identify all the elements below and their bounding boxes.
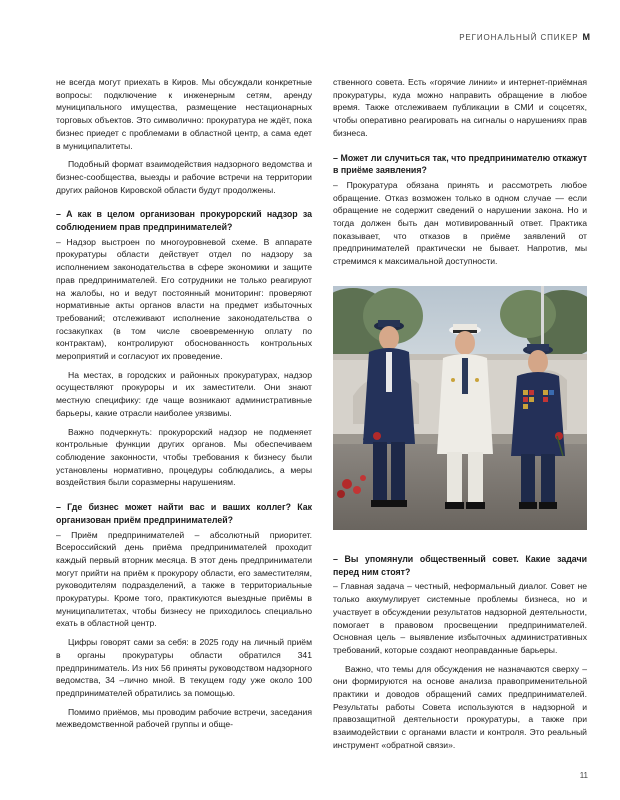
question-heading: – А как в целом организован прокурорский надзор за соблюдением прав предпринимателей? bbox=[56, 209, 312, 233]
paragraph: На местах, в городских и районных прокуратурах, надзор осуществляют прокуроры и их заместители. Они знают местную специфику: где чаще возникают административные барьеры, какие отрасли наиболее уязвимы. bbox=[56, 369, 312, 418]
paragraph: ственного совета. Есть «горячие линии» и интернет-приёмная прокуратуры, куда можно направить обращение в любое время. Также отслеживаем публикации в СМИ и соцсетях, чтобы оперативно реагировать на сигналы о нарушениях прав бизнеса. bbox=[333, 77, 587, 138]
photo-officials-memorial bbox=[333, 286, 587, 530]
paragraph: – Главная задача – честный, неформальный диалог. Совет не только аккумулирует системные проблемы бизнеса, но и участвует в обсуждении результатов надзорной деятельности, помогает в правовом просвещении предпринимателей. Основная цель – выявление избыточных административных требований, которые создают неоправданные барьеры. bbox=[333, 581, 587, 655]
paragraph: – Надзор выстроен по многоуровневой схеме. В аппарате прокуратуры области действует отдел по надзору за исполнением законодательства в сфере экономики и защите прав предпринимателей. Его сотрудники не только реагируют на жалобы, но и ведут постоянный мониторинг: проверяют нормативные акты органов власти на предмет избыточных требований; отслеживают исполнение законодательства о госзакупках (в том числе своевременную оплату по контрактам), контролируют обоснованность контрольных мероприятий и согласуют их проведение. bbox=[56, 236, 312, 362]
left-column bbox=[56, 76, 312, 731]
right-column-bottom bbox=[333, 553, 587, 752]
paragraph: Важно подчеркнуть: прокурорский надзор не подменяет контрольные функции других органов. Мы обеспечиваем соблюдение законности, чтобы требования к бизнесу были установлены нормативно, процедуры соблюдались, а меры воздействия были соразмерны нарушениям. bbox=[56, 426, 312, 488]
paragraph: не всегда могут приехать в Киров. Мы обсуждали конкретные вопросы: подключение к инженерным сетям, аренду муниципального имущества, размещение нестационарных торговых объектов. Это символично: прокуратура не ждёт, пока бизнес приедет с проблемами в областной центр, а сама едет в муниципалитеты. bbox=[56, 77, 312, 151]
paragraph: Подобный формат взаимодействия надзорного ведомства и бизнес-сообщества, выезды и рабочие встречи на территории других районов Кировской области будут продолжены. bbox=[56, 159, 312, 195]
paragraph: – Прокуратура обязана принять и рассмотреть любое обращение. Отказ возможен только в одном случае — если обращение не содержит сведений о нарушении закона. Но и тогда должен быть дан мотивированный ответ. Практика показывает, что отказов в приёме заявлений от предпринимателей практически не бывает. Напротив, мы стремимся к максимальной доступности. bbox=[333, 179, 587, 267]
right-column-top bbox=[333, 76, 587, 268]
question-heading: – Вы упомянули общественный совет. Какие задачи перед ним стоят? bbox=[333, 554, 587, 577]
paragraph: Важно, что темы для обсуждения не назначаются сверху – они формируются на основе анализа правоприменительной практики и доводов обращений самих предпринимателей. Результаты работы Совета используются в надзорной и правозащитной деятельности прокуратуры, а также при взаимодействии с органами власти и контроля. Это реальный инструмент «обратной связи». bbox=[333, 663, 587, 750]
paragraph: Помимо приёмов, мы проводим рабочие встречи, заседания межведомственной рабочей группы и обще- bbox=[56, 706, 312, 730]
page-number: 11 bbox=[579, 771, 588, 780]
section-title: РЕГИОНАЛЬНЫЙ СПИКЕР bbox=[459, 32, 579, 42]
running-header bbox=[459, 32, 590, 42]
paragraph: – Приём предпринимателей – абсолютный приоритет. Всероссийский день приёма предпринимателей проходит каждый первый вторник месяца. В этот день предприниматели могут прийти на приём к прокурору области, его заместителям, руководителям подразделений, а также в территориальные прокуратуры. Кроме того, практикуются выездные приёмы в муниципалитетах, чтобы бизнесу не приходилось специально ехать в областной центр. bbox=[56, 529, 312, 629]
question-heading: – Где бизнес может найти вас и ваших коллег? Как организован приём предпринимателей? bbox=[56, 502, 312, 525]
magazine-logo: M bbox=[582, 32, 590, 42]
paragraph: Цифры говорят сами за себя: в 2025 году на личный приём в органы прокуратуры области обратился 341 предприниматель. Из них 56 приняты руководством надзорного ведомства, 34 –лично мной. В текущем году уже около 100 предпринимателей обратились за помощью. bbox=[56, 637, 312, 698]
photo-illustration bbox=[333, 286, 587, 530]
question-heading: – Может ли случиться так, что предпринимателю откажут в приёме заявления? bbox=[333, 152, 587, 176]
